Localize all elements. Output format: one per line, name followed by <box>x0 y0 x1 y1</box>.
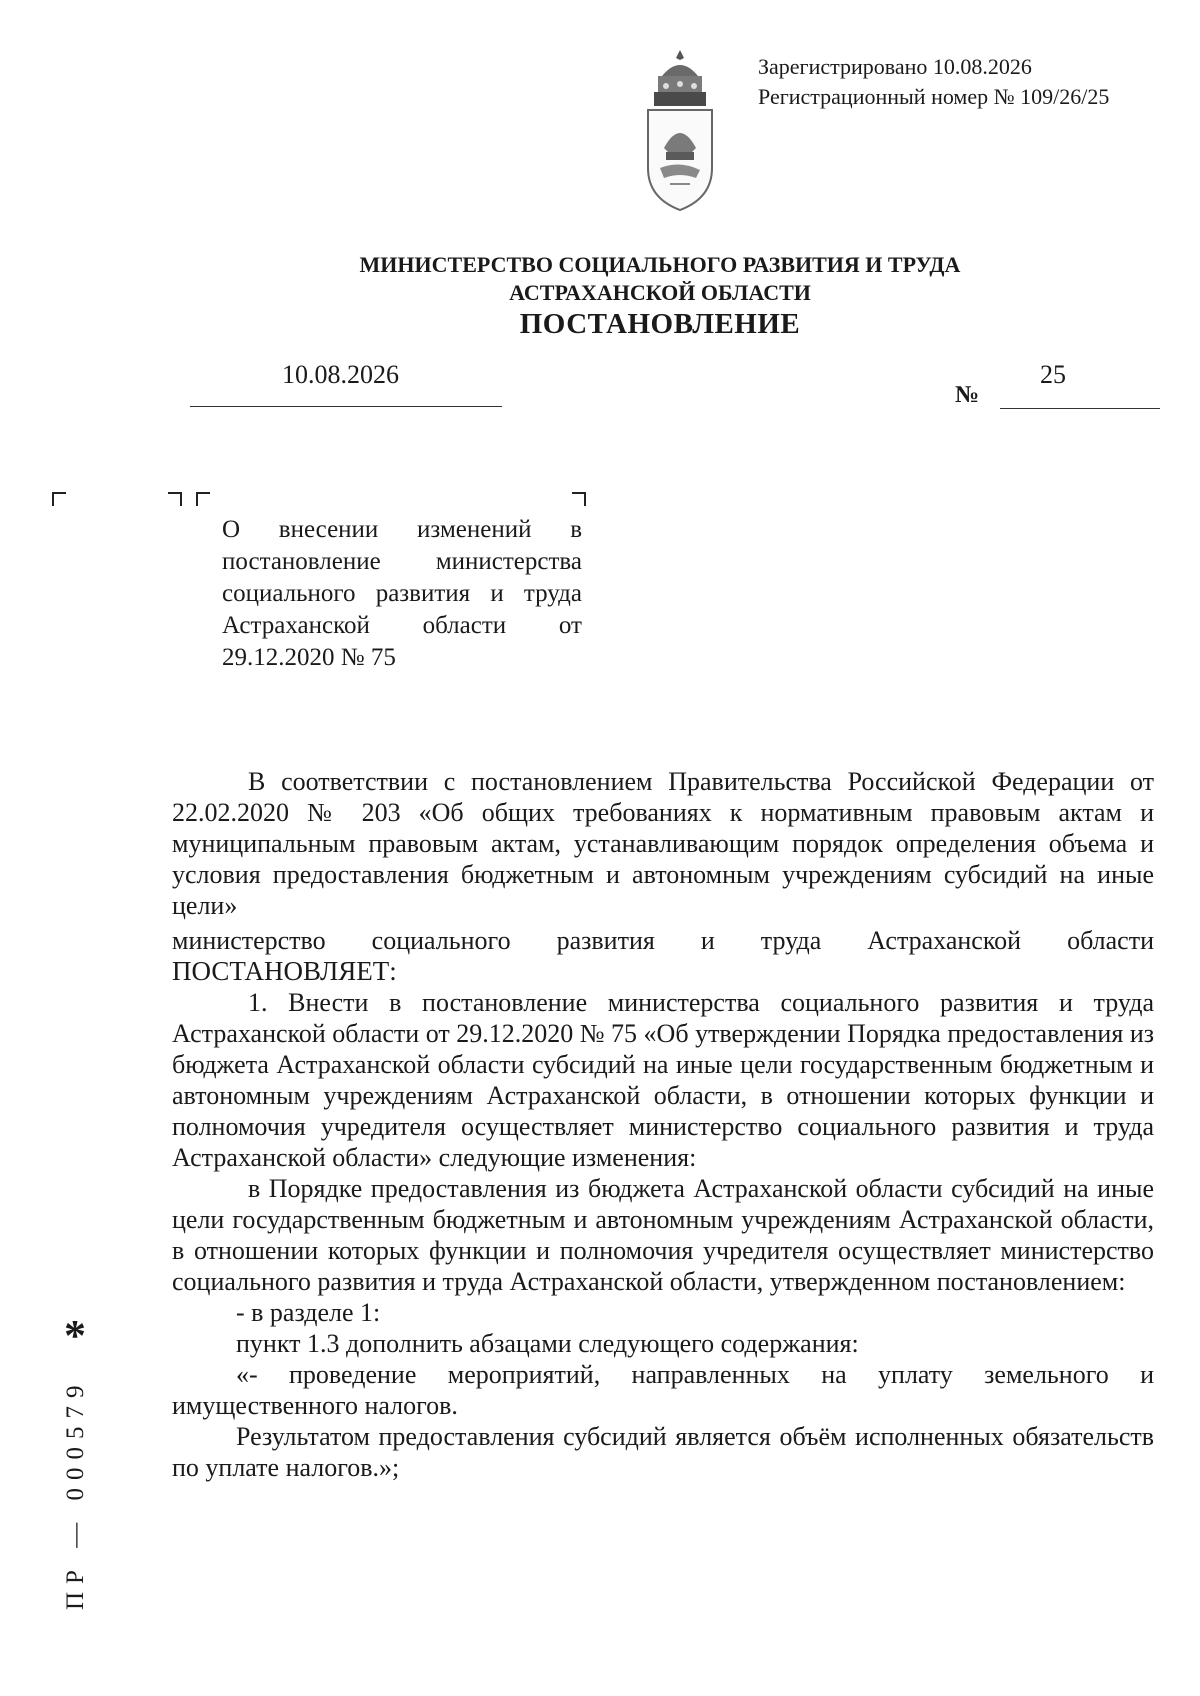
paragraph-preamble: В соответствии с постановлением Правительства Российской Федерации от 22.02.2020 № 203 «Об общих требованиях к нормативным правовым актам и муниципальным правовым актам, устанавливающим порядок определения объема и условия предоставления бюджетным и автономным учреждениям субсидий на иные цели» <box>172 767 1154 920</box>
number-sign: № <box>955 382 980 408</box>
corner-mark <box>168 492 182 506</box>
registration-date: Зарегистрировано 10.08.2026 <box>758 54 1032 79</box>
registration-number: Регистрационный номер № 109/26/25 <box>758 84 1110 109</box>
ministry-name-line2: АСТРАХАНСКОЙ ОБЛАСТИ <box>509 280 811 305</box>
asterisk-mark: * <box>64 1311 86 1360</box>
corner-mark <box>196 492 210 506</box>
number-underline <box>1000 408 1160 409</box>
coat-of-arms-icon <box>640 48 720 214</box>
paragraph-ministry: министерство социального развития и труда Астраханской области <box>172 926 1154 955</box>
paragraph-quote-1: «- проведение мероприятий, направленных на уплату земельного и имущественного налогов. <box>172 1360 1154 1420</box>
paragraph-resolves: ПОСТАНОВЛЯЕТ: <box>172 956 397 986</box>
ministry-name-line1: МИНИСТЕРСТВО СОЦИАЛЬНОГО РАЗВИТИЯ И ТРУДА <box>359 252 961 277</box>
paragraph-point: пункт 1.3 дополнить абзацами следующего содержания: <box>236 1329 859 1358</box>
corner-mark <box>572 492 586 506</box>
document-serial-code: ПР — 000579 <box>62 1377 89 1610</box>
document-number: 25 <box>1040 360 1066 389</box>
registration-block <box>758 52 1109 112</box>
document-date: 10.08.2026 <box>282 360 399 389</box>
paragraph-item-1: 1. Внести в постановление министерства социального развития и труда Астраханской области от 29.12.2020 № 75 «Об утверждении Порядка предоставления из бюджета Астраханской области субсидий на иные цели государственным бюджетным и автономным учреждениям Астраханской области, в отношении которых функции и полномочия учредителя осуществляет министерство социального развития и труда Астраханской области» следующие изменения: <box>172 988 1154 1172</box>
paragraph-order: в Порядке предоставления из бюджета Астраханской области субсидий на иные цели государственным бюджетным и автономным учреждениям Астраханской области, в отношении которых функции и полномочия учредителя осуществляет министерство социального развития и труда Астраханской области, утвержденном постановлением: <box>172 1174 1154 1296</box>
document-title: ПОСТАНОВЛЕНИЕ <box>519 308 801 340</box>
document-body <box>172 766 1154 1483</box>
date-underline <box>190 406 502 407</box>
document-subject: О внесении изменений в постановление министерства социального развития и труда Астраханской области от 29.12.2020 № 75 <box>222 516 582 671</box>
corner-mark <box>52 492 66 506</box>
paragraph-quote-2: Результатом предоставления субсидий является объём исполненных обязательств по уплате налогов.»; <box>172 1422 1154 1482</box>
paragraph-section: - в разделе 1: <box>236 1298 381 1327</box>
